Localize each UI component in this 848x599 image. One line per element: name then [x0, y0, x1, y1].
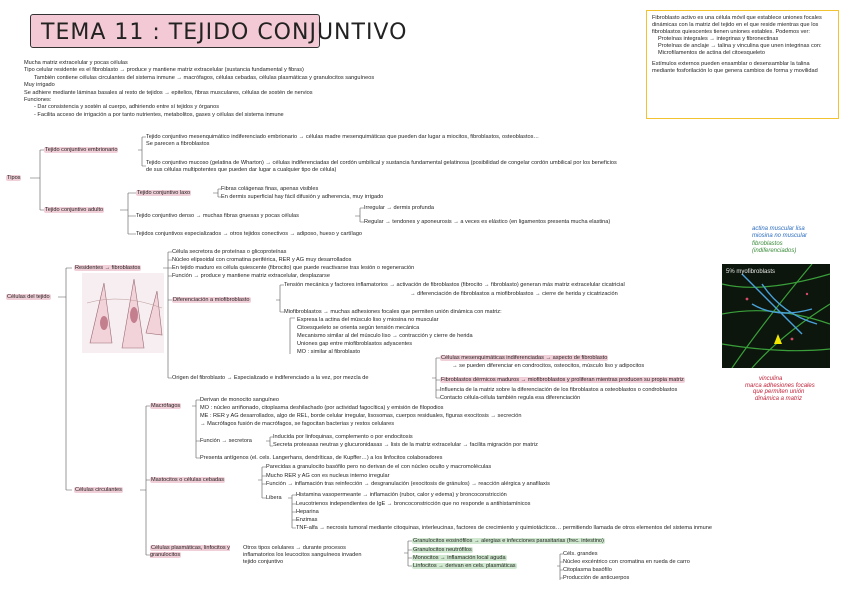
node-tipos — [6, 175, 21, 182]
intro-item: También contiene células circulantes del sistema inmune → macrófagos, células cebadas, células plasmáticas y granulocitos sanguíneos — [34, 74, 375, 81]
tipos-label: Tipos — [7, 175, 21, 181]
laxo-item: En dermis superficial hay fácil difusión y adherencia, muy irrigado — [221, 194, 384, 200]
diferenciacion-b: → diferenciación de fibroblastos a miofibroblastos → cierre de herida y cicatrización — [410, 291, 618, 297]
granulocito-item: Granulocitos eosinófilos → alergias e infecciones parasitarias (frec. intestino) — [413, 538, 604, 544]
plasmaticas-label: Células plasmáticas, linfocitos y granulocitos — [150, 545, 230, 558]
node-mastocitos — [150, 477, 225, 484]
intro-item: Se adhiere mediante láminas basales al resto de tejidos → epitelios, fibras musculares, células de sostén de nervios — [24, 89, 313, 96]
libera-item: Heparina — [296, 509, 319, 515]
handwritten-note-blue: actina muscular lisa miosina no muscular fibroblastos (indiferenciados) — [752, 226, 808, 254]
intro-item: Mucha matriz extracelular y pocas células — [24, 60, 128, 66]
macrofago-funcion: Función → secretora — [200, 438, 252, 444]
denso-irregular: Irregular → dermis profunda — [364, 205, 434, 211]
plasma-item: Otros tipos celulares → durante procesos — [243, 545, 346, 551]
mastocitos-label: Mastocitos o células cebadas — [151, 477, 225, 483]
micrograph-label: 5% myofibroblasts — [726, 269, 776, 275]
node-diferenciacion — [172, 297, 251, 304]
node-celulas — [6, 294, 51, 301]
macrofago-item: → Macrófagos fusión de macrófagos, se fagocitan bacterias y restos celulares — [200, 421, 395, 427]
intro-item: Tipo celular residente es el fibroblasto → produce y mantiene matriz extracelular (sustancia fundamental y fibras) — [24, 67, 304, 74]
mio-item: Citoesqueleto se orienta según tensión mecánica — [297, 325, 420, 331]
fibroblasto-item: En tejido maduro es célula quiescente (fibrocito) que puede reactivarse tras lesión o regeneración — [172, 265, 415, 271]
adulto-label: Tejido conjuntivo adulto — [45, 207, 104, 213]
libera-item: Enzimas — [296, 517, 318, 523]
intro-item: Funciones: — [24, 97, 52, 104]
mio-item: Uniones gap entre miofibroblastos adyacentes — [297, 341, 413, 347]
denso-regular: Regular → tendones y aponeurosis → a veces es elástico (en ligamentos presenta mucha elastina) — [364, 219, 611, 225]
intro-item: Muy irrigado — [24, 82, 55, 89]
mastocito-item: Función → inflamación tras reinfección → desgranulación (exocitosis de gránulos) → reacción alérgica y anafilaxis — [266, 481, 550, 487]
miofibroblastos: Miofibroblastos → muchas adhesiones focales que permiten unión dinámica con matriz: — [284, 309, 502, 315]
fibroblasto-item: Célula secretora de proteínas o glicoproteínas — [172, 249, 287, 255]
note-item: Microfilamentos de actina del citoesqueleto — [658, 50, 765, 56]
libera-item: TNF-alfa → necrosis tumoral mediante citoquinas, interleucinas, factores de crecimiento y quimiotácticos… permitiendo llamada de otros elementos del sistema inmune — [296, 525, 712, 531]
page-title: TEMA 11 : TEJIDO CONJUNTIVO — [41, 20, 408, 45]
mastocito-item: Mucho RER y AG con es nucleus interno irregular — [266, 473, 390, 479]
diferenciacion-label: Diferenciación a miofibroblasto — [173, 297, 250, 303]
funcion-item: Secreta proteasas neutras y glucuronidasas → lisis de la matriz extracelular → facilita migración por matriz — [273, 442, 538, 448]
embrionario-mucoso: Tejido conjuntivo mucoso (gelatina de Wharton) → células indiferenciadas del cordón umbilical y sustancia fundamental gelatinosa (posibilidad de congelar cordón umbilical por los beneficios — [146, 160, 617, 166]
embrionario-label: Tejido conjuntivo embrionario — [45, 147, 118, 153]
circulantes-label: Células circulantes — [75, 487, 122, 493]
node-especializados: Tejidos conjuntivos especializados → otros tejidos conectivos → adiposo, hueso y cartílago — [136, 231, 363, 237]
linfocito-item: Citoplasma basófilo — [563, 567, 612, 573]
node-laxo — [136, 190, 191, 197]
macrofago-item: Derivan de monocito sanguíneo — [200, 397, 279, 403]
diferenciacion-a: Tensión mecánica y factores inflamatorios → activación de fibroblastos (fibrocito → fibroblasto) generan más matriz extracelular cicatricial — [284, 282, 625, 288]
mio-item: Mecanismo similar al del músculo liso → contracción y cierre de herida — [297, 333, 473, 339]
macrofago-item: MO : núcleo arriñonado, citoplasma deshilachado (por actividad fagocítica) y emisión de filopodios — [200, 405, 444, 411]
fibroblast-drawing — [82, 273, 164, 353]
node-plasmaticas — [150, 545, 238, 559]
mio-item: Expresa la actina del músculo liso y miosina no muscular — [297, 317, 439, 323]
fibroblasto-item: Función → produce y mantiene matriz extracelular, desplazarse — [172, 273, 330, 279]
celulas-label: Células del tejido — [7, 294, 50, 300]
intro-item: - Dar consistencia y sostén al cuerpo, adhiriendo entre sí tejidos y órganos — [34, 104, 220, 111]
granulocito-item: Linfocitos → derivan en cels. plasmáticas — [413, 563, 516, 569]
macrofago-item: ME : RER y AG desarrollados, algo de REL, borde celular irregular, lisosomas, cuerpos residuales, figuras exocitosis → secreción — [200, 413, 522, 419]
macrofagos-label: Macrófagos — [151, 403, 181, 409]
origen-fibroblasto: Origen del fibroblasto → Especializado e indiferenciado a la vez, por mezcla de — [172, 375, 369, 381]
note-paragraph: Fibroblasto activo es una célula móvil que establece uniones focales dinámicas con la matriz del tejido en el que reside mientras que los fibroblastos quiescentes tienen uniones estables. Podemos ver: — [652, 15, 822, 35]
note-paragraph: Estímulos externos pueden ensamblar o desensamblar la talina mediante fosforilación lo que genera cambios de forma y movilidad — [652, 61, 818, 74]
linfocito-item: Producción de anticuerpos — [563, 575, 630, 581]
node-macrofagos — [150, 403, 181, 410]
embrionario-mesenquimatico-2: Se parecen a fibroblastos — [146, 141, 210, 147]
granulocito-item: Granulocitos neutrófilos — [413, 547, 472, 553]
origen-item: Fibroblastos dérmicos maduros → miofibroblastos y proliferan mientras producen su propia matriz — [441, 377, 684, 383]
intro-item: - Facilita acceso de irrigación a por tanto nutrientes, metabolitos, gases y células del sistema inmune — [34, 111, 284, 118]
laxo-label: Tejido conjuntivo laxo — [137, 190, 191, 196]
origen-item: Contacto célula-célula también regula esa diferenciación — [440, 395, 581, 401]
macrofago-item: Presenta antígenos (el. cels. Langerhans, dendríticas, de Kupffer…) a los linfocitos colaboradores — [200, 455, 443, 461]
node-residentes — [74, 265, 141, 272]
libera-label: Libera — [266, 495, 282, 501]
plasma-item: inflamatorios los leucocitos sanguíneos invaden — [243, 552, 362, 558]
note-item: Proteínas integrales → integrinas y fibronectinas — [658, 36, 779, 42]
note-item: Proteínas de anclaje → talina y vinculina que unen integrinas con: — [658, 43, 822, 49]
handwritten-note-red: vinculina marca adhesiones focales que permiten unión dinámica a matriz — [745, 376, 815, 402]
fibroblasto-item: Núcleo elipsoidal con cromatina periférica, RER y AG muy desarrollados — [172, 257, 352, 263]
libera-item: Histamina vasopermeante → inflamación (rubor, calor y edema) y broncoconstricción — [296, 492, 507, 498]
origen-item: → se pueden diferenciar en condrocitos, osteocitos, músculo liso y adipocitos — [452, 363, 645, 369]
residentes-label: Residentes → fibroblastos — [75, 265, 141, 271]
linfocito-item: Núcleo excéntrico con cromatina en rueda de carro — [563, 559, 690, 565]
node-adulto — [44, 207, 104, 214]
node-circulantes — [74, 487, 123, 494]
granulocito-item: Monocitos → inflamación local aguda — [413, 555, 506, 561]
origen-item: Influencia de la matriz sobre la diferenciación de los fibroblastos a osteoblastos o condroblastos — [440, 387, 678, 393]
embrionario-mesenquimatico: Tejido conjuntivo mesenquimático indiferenciado embrionario → células madre mesenquimáticas que pueden dar lugar a miocitos, fibroblastos, osteoblastos… — [146, 134, 540, 140]
laxo-item: Fibras colágenas finas, apenas visibles — [221, 186, 319, 192]
mastocito-item: Parecidas a granulocito basófilo pero no derivan de el con núcleo oculto y macromoléculas — [266, 464, 492, 470]
node-embrionario — [44, 147, 118, 154]
origen-item: Células mesenquimáticas indiferenciadas → aspecto de fibroblasto — [441, 355, 608, 361]
funcion-item: Inducida por linfoquinas, complemento o por endocitosis — [273, 434, 413, 440]
node-denso: Tejido conjuntivo denso → muchas fibras gruesas y pocas células — [136, 213, 299, 219]
libera-item: Leucotrienos independientes de IgE → broncoconstricción que no responde a antihistamínicos — [296, 501, 531, 507]
embrionario-mucoso-2: de sus células multipotentes que pueden dar lugar a cualquier tipo de célula) — [146, 167, 337, 173]
myofibroblast-micrograph — [722, 264, 830, 368]
linfocito-item: Céls. grandes — [563, 551, 598, 557]
mio-item: MO : similar al fibroblasto — [297, 349, 361, 355]
plasma-item: tejido conjuntivo — [243, 559, 284, 565]
